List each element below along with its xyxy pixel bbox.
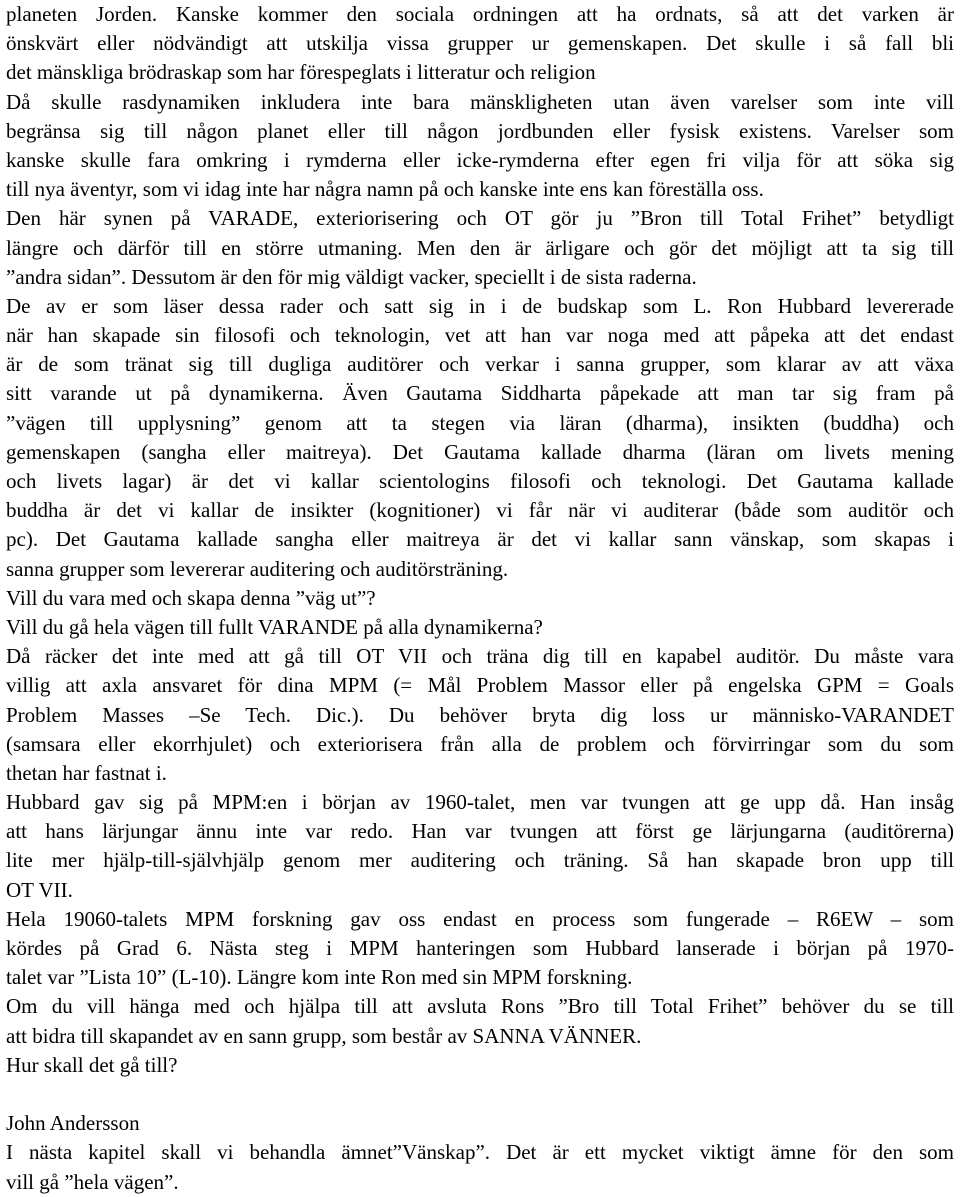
text-line: Hubbard gav sig på MPM:en i början av 1960-talet, men var tvungen att ge upp då. Han insåg	[6, 790, 954, 815]
text-line: önskvärt eller nödvändigt att utskilja vissa grupper ur gemenskapen. Det skulle i så fall bli	[6, 31, 954, 56]
author-name: John Andersson	[6, 1111, 140, 1136]
text-line: villig att axla ansvaret för dina MPM (= Mål Problem Massor eller på engelska GPM = Goals	[6, 673, 954, 698]
text-line: kanske skulle fara omkring i rymderna eller icke-rymderna efter egen fri vilja för att söka sig	[6, 147, 954, 172]
text-line: gemenskapen (sangha eller maitreya). Det Gautama kallade dharma (läran om livets mening	[6, 439, 954, 464]
text-line: Vill du gå hela vägen till fullt VARANDE på alla dynamikerna?	[6, 614, 543, 639]
text-line: Problem Masses –Se Tech. Dic.). Du behöver bryta dig loss ur människo-VARANDET	[6, 702, 954, 727]
text-line: lite mer hjälp-till-självhjälp genom mer auditering och träning. Så han skapade bron upp till	[6, 848, 954, 873]
text-line: Vill du vara med och skapa denna ”väg ut”?	[6, 585, 376, 610]
text-line: I nästa kapitel skall vi behandla ämnet”Vänskap”. Det är ett mycket viktigt ämne för den som	[6, 1140, 954, 1165]
text-line: Hur skall det gå till?	[6, 1052, 178, 1077]
text-line: begränsa sig till någon planet eller till någon jordbunden eller fysisk existens. Varelser som	[6, 118, 954, 143]
text-line: pc). Det Gautama kallade sangha eller maitreya är det vi kallar sann vänskap, som skapas i	[6, 527, 954, 552]
blank-line	[6, 1080, 954, 1109]
text-line: kördes på Grad 6. Nästa steg i MPM hanteringen som Hubbard lanserade i början på 1970-	[6, 936, 954, 960]
text-line: det mänskliga brödraskap som har förespeglats i litteratur och religion	[6, 60, 596, 85]
document-page	[6, 0, 954, 1197]
text-line: Då räcker det inte med att gå till OT VII och träna dig till en kapabel auditör. Du måste vara	[6, 644, 954, 669]
text-line: Hela 19060-talets MPM forskning gav oss endast en process som fungerade – R6EW – som	[6, 906, 954, 931]
text-line: att hans lärjungar ännu inte var redo. Han var tvungen att först ge lärjungarna (auditörerna)	[6, 819, 954, 844]
text-line: ”andra sidan”. Dessutom är den för mig väldigt vacker, speciellt i de sista raderna.	[6, 264, 697, 289]
text-line: sanna grupper som levererar auditering och auditörsträning.	[6, 556, 509, 581]
text-line: längre och därför till en större utmaning. Men den är ärligare och gör det möjligt att ta sig till	[6, 235, 954, 260]
text-line: Då skulle rasdynamiken inkludera inte bara mänskligheten utan även varelser som inte vill	[6, 89, 954, 114]
text-line: att bidra till skapandet av en sann grupp, som består av SANNA VÄNNER.	[6, 1023, 642, 1048]
text-line: sitt varande ut på dynamikerna. Även Gautama Siddharta påpekade att man tar sig fram på	[6, 381, 954, 406]
text-line: talet var ”Lista 10” (L-10). Längre kom inte Ron med sin MPM forskning.	[6, 965, 633, 990]
text-line: vill gå ”hela vägen”.	[6, 1169, 179, 1194]
text-line: (samsara eller ekorrhjulet) och exteriorisera från alla de problem och förvirringar som du som	[6, 731, 954, 756]
text-line: Om du vill hänga med och hjälpa till att avsluta Rons ”Bro till Total Frihet” behöver du se till	[6, 994, 954, 1019]
text-line: planeten Jorden. Kanske kommer den sociala ordningen att ha ordnats, så att det varken är	[6, 2, 954, 26]
text-line: till nya äventyr, som vi idag inte har några namn på och kanske inte ens kan föreställa oss.	[6, 177, 764, 202]
text-line: ”vägen till upplysning” genom att ta stegen via läran (dharma), insikten (buddha) och	[6, 410, 954, 435]
text-line: är de som tränat sig till dugliga auditörer och verkar i sanna grupper, som klarar av att växa	[6, 352, 954, 377]
text-line: buddha är det vi kallar de insikter (kognitioner) vi får när vi auditerar (både som auditör och	[6, 498, 954, 523]
text-line: De av er som läser dessa rader och satt sig in i de budskap som L. Ron Hubbard levererade	[6, 293, 954, 318]
text-line: Den här synen på VARADE, exteriorisering och OT gör ju ”Bron till Total Frihet” betydligt	[6, 206, 954, 231]
text-line: thetan har fastnat i.	[6, 760, 167, 785]
text-line: OT VII.	[6, 877, 73, 902]
text-line: när han skapade sin filosofi och teknologin, vet att han var noga med att påpeka att det endast	[6, 323, 954, 348]
text-line: och livets lagar) är det vi kallar scientologins filosofi och teknologi. Det Gautama kallade	[6, 469, 954, 493]
